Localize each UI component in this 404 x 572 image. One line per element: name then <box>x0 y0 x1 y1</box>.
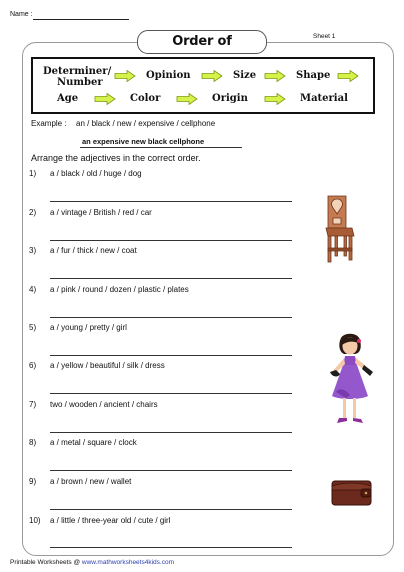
order-word-age: Age <box>57 93 79 104</box>
order-word-material: Material <box>300 93 348 104</box>
question-text: a / brown / new / wallet <box>50 477 132 486</box>
question-text: a / pink / round / dozen / plastic / plates <box>50 285 189 294</box>
girl-in-dress-picture <box>326 332 376 428</box>
example-answer: an expensive new black cellphone <box>82 137 205 146</box>
question-number: 8) <box>29 438 37 447</box>
right-arrow-icon <box>114 70 136 82</box>
order-word-determiner: Determiner/ <box>43 66 112 77</box>
page-title: Order of <box>137 30 267 54</box>
name-label: Name : <box>10 11 33 18</box>
question-number: 5) <box>29 323 37 332</box>
question-number: 4) <box>29 285 37 294</box>
question-number: 2) <box>29 208 37 217</box>
question-number: 3) <box>29 246 37 255</box>
question-text: a / young / pretty / girl <box>50 323 127 332</box>
answer-line[interactable] <box>50 432 292 433</box>
answer-line[interactable] <box>50 201 292 202</box>
footer-prefix: Printable Worksheets @ <box>10 559 82 566</box>
brown-wallet-picture <box>331 478 372 507</box>
question-text: a / yellow / beautiful / silk / dress <box>50 361 165 370</box>
question-text: a / vintage / British / red / car <box>50 208 152 217</box>
answer-line[interactable] <box>50 317 292 318</box>
question-number: 1) <box>29 169 37 178</box>
question-number: 6) <box>29 361 37 370</box>
question-number: 9) <box>29 477 37 486</box>
footer-url-link[interactable]: www.mathworksheets4kids.com <box>81 559 174 566</box>
right-arrow-icon <box>176 93 198 105</box>
question-number: 10) <box>29 516 41 525</box>
wooden-chair-picture <box>322 194 356 264</box>
order-word-origin: Origin <box>212 93 248 104</box>
question-number: 7) <box>29 400 37 409</box>
answer-line[interactable] <box>50 278 292 279</box>
answer-line[interactable] <box>50 240 292 241</box>
answer-line[interactable] <box>50 470 292 471</box>
right-arrow-icon <box>94 93 116 105</box>
question-text: a / fur / thick / new / coat <box>50 246 137 255</box>
question-text: a / metal / square / clock <box>50 438 137 447</box>
order-word-size: Size <box>233 70 257 81</box>
right-arrow-icon <box>201 70 223 82</box>
order-word-number: Number <box>57 77 103 88</box>
answer-line[interactable] <box>50 355 292 356</box>
answer-line[interactable] <box>50 393 292 394</box>
example-words: an / black / new / expensive / cellphone <box>76 119 216 128</box>
example-label: Example : <box>31 119 67 128</box>
right-arrow-icon <box>264 93 286 105</box>
order-word-color: Color <box>130 93 161 104</box>
question-text: two / wooden / ancient / chairs <box>50 400 158 409</box>
name-blank-line[interactable] <box>33 19 129 20</box>
sheet-number: Sheet 1 <box>313 33 336 40</box>
footer-credit <box>10 559 174 566</box>
right-arrow-icon <box>337 70 359 82</box>
order-word-shape: Shape <box>296 70 331 81</box>
order-word-opinion: Opinion <box>146 70 191 81</box>
answer-line[interactable] <box>50 547 292 548</box>
right-arrow-icon <box>264 70 286 82</box>
example-answer-line <box>80 147 242 148</box>
instruction-text: Arrange the adjectives in the correct order. <box>31 153 201 163</box>
question-text: a / black / old / huge / dog <box>50 169 142 178</box>
answer-line[interactable] <box>50 509 292 510</box>
question-text: a / little / three-year old / cute / girl <box>50 516 171 525</box>
